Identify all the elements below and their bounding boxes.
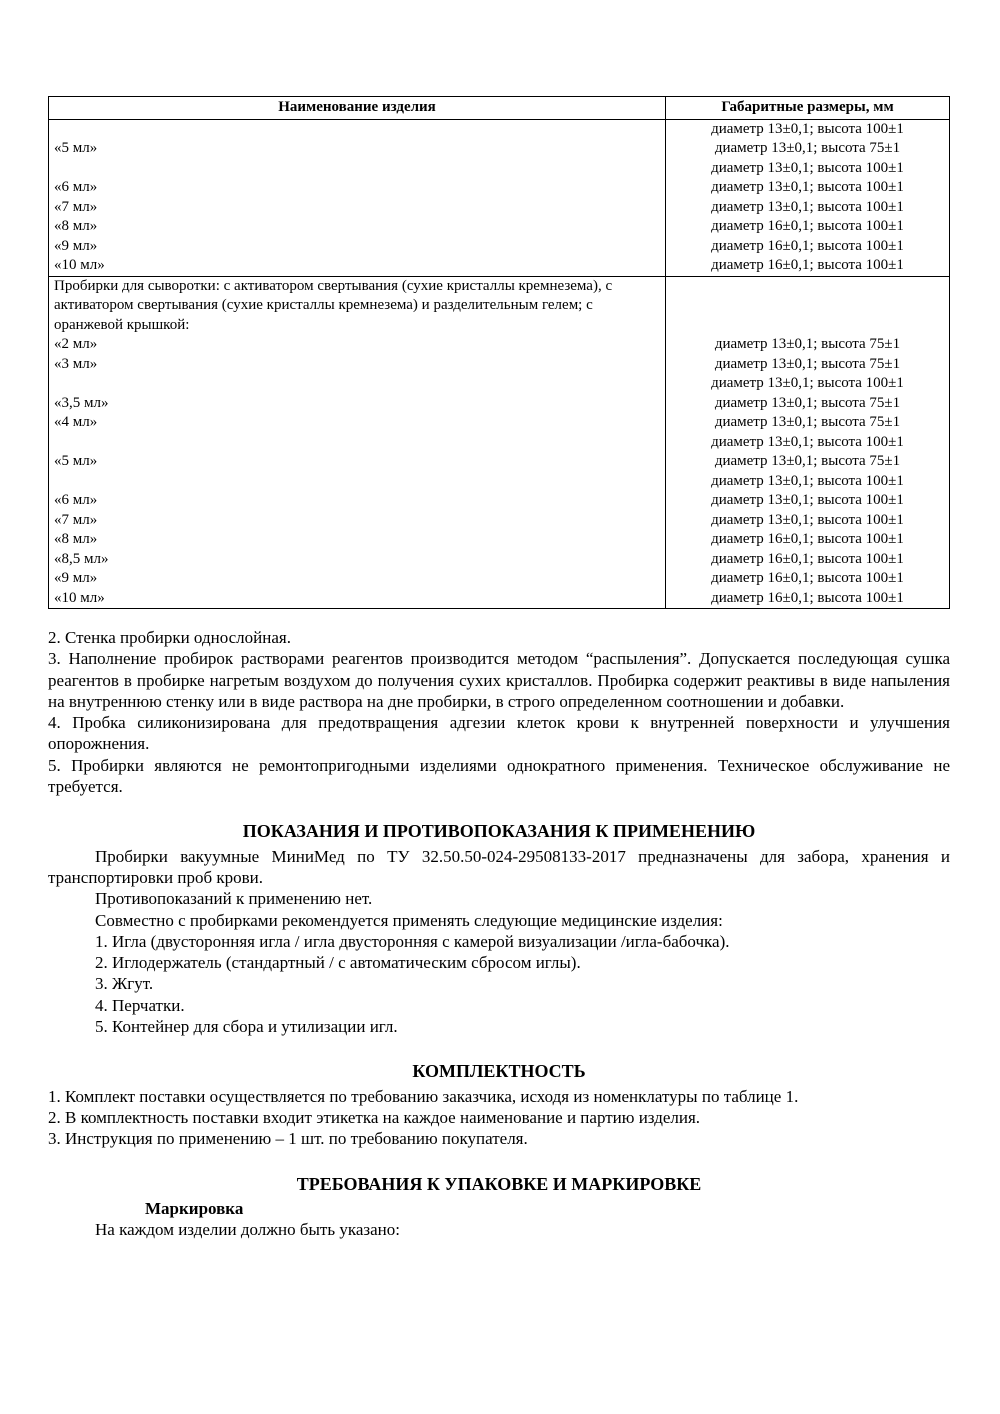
table-section-1 [49, 120, 949, 276]
dimensions-cell: диаметр 13±0,1; высота 100±1 [665, 159, 949, 179]
dimensions-cell: диаметр 16±0,1; высота 100±1 [665, 569, 949, 589]
table-row [49, 237, 949, 257]
table-row [49, 139, 949, 159]
product-name-cell: «8 мл» [54, 218, 98, 234]
dimensions-cell: диаметр 13±0,1; высота 75±1 [665, 452, 949, 472]
dimensions-cell: диаметр 13±0,1; высота 100±1 [665, 491, 949, 511]
paragraph-reagent-filling: 3. Наполнение пробирок растворами реагентов производится методом “распыления”. Допускается последующая сушка реагентов в пробирке нагретым воздухом до получения сухих кристаллов. Пробирка содержит реактивы в виде напыления на внутреннюю стенку или в виде раствора на дне пробирки, в строго определенном соотношении и добавки. [48, 649, 950, 711]
product-name-cell [49, 159, 665, 179]
table-row [49, 530, 949, 550]
table-row [49, 178, 949, 198]
product-name-cell: «5 мл» [54, 140, 98, 156]
indications-contra: Противопоказаний к применению нет. [95, 889, 373, 909]
product-name-cell: «3,5 мл» [54, 394, 109, 411]
table-row [49, 452, 949, 472]
product-name-cell: «6 мл» [54, 492, 98, 508]
table-row [49, 589, 949, 609]
product-name-cell: «3 мл» [54, 355, 98, 372]
product-name-cell: «4 мл» [54, 414, 98, 430]
section-2-intro-text: Пробирки для сыворотки: с активатором свертывания (сухие кристаллы кремнезема), с активатором свертывания (сухие кристаллы кремнезема) и разделительным гелем; с оранжевой крышкой: [54, 277, 613, 333]
list-item-tourniquet: 3. Жгут. [95, 974, 154, 994]
product-name-cell: «9 мл» [54, 570, 98, 586]
indications-purpose: Пробирки вакуумные МиниМед по ТУ 32.50.50-024-29508133-2017 предназначены для забора, хранения и транспортировки проб крови. [48, 846, 950, 887]
dimensions-cell: диаметр 16±0,1; высота 100±1 [665, 237, 949, 257]
product-name-cell [49, 433, 665, 453]
product-name-cell: «10 мл» [54, 589, 105, 606]
completeness-heading: КОМПЛЕКТНОСТЬ [412, 1061, 586, 1082]
dimensions-cell: диаметр 13±0,1; высота 75±1 [665, 139, 949, 159]
indications-heading: ПОКАЗАНИЯ И ПРОТИВОПОКАЗАНИЯ К ПРИМЕНЕНИЮ [242, 821, 756, 842]
dimensions-cell: диаметр 13±0,1; высота 100±1 [665, 433, 949, 453]
product-dimensions-table [48, 96, 950, 609]
product-name-cell: «7 мл» [54, 511, 98, 528]
product-name-cell: «6 мл» [54, 179, 98, 195]
dimensions-cell [665, 277, 949, 336]
dimensions-cell: диаметр 13±0,1; высота 100±1 [665, 178, 949, 198]
table-row [49, 355, 949, 375]
paragraph-siliconized-stopper: 4. Пробка силиконизирована для предотвращения адгезии клеток крови к внутренней поверхности и улучшения опорожнения. [48, 713, 950, 754]
table-header-dimensions: Габаритные размеры, мм [665, 97, 949, 119]
dimensions-cell: диаметр 16±0,1; высота 100±1 [665, 217, 949, 237]
table-header-row [49, 97, 949, 120]
dimensions-cell: диаметр 13±0,1; высота 75±1 [665, 335, 949, 355]
dimensions-cell: диаметр 13±0,1; высота 75±1 [665, 413, 949, 433]
product-name-cell: «8 мл» [54, 531, 98, 547]
completeness-item-3: 3. Инструкция по применению – 1 шт. по требованию покупателя. [48, 1129, 528, 1149]
product-name-cell: «10 мл» [54, 257, 105, 273]
dimensions-cell: диаметр 16±0,1; высота 100±1 [665, 589, 949, 609]
table-row [49, 120, 949, 140]
dimensions-cell: диаметр 13±0,1; высота 100±1 [665, 374, 949, 394]
list-item-needle: 1. Игла (двусторонняя игла / игла двусторонняя с камерой визуализации /игла-бабочка). [95, 931, 730, 951]
dimensions-cell: диаметр 13±0,1; высота 100±1 [665, 198, 949, 218]
dimensions-cell: диаметр 13±0,1; высота 75±1 [665, 355, 949, 375]
product-name-cell [49, 374, 665, 394]
table-row [49, 198, 949, 218]
list-item-gloves: 4. Перчатки. [95, 995, 185, 1015]
table-row [49, 491, 949, 511]
table-row [49, 433, 949, 453]
table-row [49, 569, 949, 589]
paragraph-tube-wall: 2. Стенка пробирки однослойная. [48, 628, 291, 647]
product-name-cell: «2 мл» [54, 336, 98, 352]
dimensions-cell: диаметр 13±0,1; высота 100±1 [665, 120, 949, 140]
table-row [49, 472, 949, 492]
table-row [49, 217, 949, 237]
dimensions-cell: диаметр 13±0,1; высота 100±1 [665, 511, 949, 531]
table-section-2 [49, 276, 949, 609]
table-row [49, 374, 949, 394]
product-name-cell [49, 120, 665, 140]
list-item-holder: 2. Иглодержатель (стандартный / с автоматическим сбросом иглы). [95, 953, 581, 973]
table-row [49, 256, 949, 276]
document-body [48, 627, 950, 1240]
table-header-product-name: Наименование изделия [278, 99, 436, 115]
product-name-cell [49, 472, 665, 492]
table-row [49, 394, 949, 414]
marking-subheading: Маркировка [145, 1198, 244, 1218]
product-name-cell: «9 мл» [54, 237, 98, 254]
product-name-cell: «7 мл» [54, 198, 98, 215]
product-name-cell: «5 мл» [54, 453, 98, 469]
table-row [49, 511, 949, 531]
dimensions-cell: диаметр 16±0,1; высота 100±1 [665, 550, 949, 570]
completeness-item-1: 1. Комплект поставки осуществляется по требованию заказчика, исходя из номенклатуры по таблице 1. [48, 1086, 799, 1106]
table-row [49, 159, 949, 179]
list-item-container: 5. Контейнер для сбора и утилизации игл. [95, 1017, 398, 1037]
packaging-heading: ТРЕБОВАНИЯ К УПАКОВКЕ И МАРКИРОВКЕ [296, 1173, 702, 1194]
dimensions-cell: диаметр 16±0,1; высота 100±1 [665, 530, 949, 550]
paragraph-single-use: 5. Пробирки являются не ремонтопригодными изделиями однократного применения. Техническое обслуживание не требуется. [48, 755, 950, 797]
indications-compatible-intro: Совместно с пробирками рекомендуется применять следующие медицинские изделия: [95, 910, 723, 930]
table-row [49, 413, 949, 433]
dimensions-cell: диаметр 13±0,1; высота 100±1 [665, 472, 949, 492]
dimensions-cell: диаметр 16±0,1; высота 100±1 [665, 256, 949, 276]
table-row [49, 335, 949, 355]
marking-intro: На каждом изделии должно быть указано: [95, 1220, 400, 1240]
product-name-cell: «8,5 мл» [54, 550, 109, 567]
table-section-2-intro-row [49, 277, 949, 336]
dimensions-cell: диаметр 13±0,1; высота 75±1 [665, 394, 949, 414]
completeness-item-2: 2. В комплектность поставки входит этикетка на каждое наименование и партию изделия. [48, 1107, 701, 1127]
table-row [49, 550, 949, 570]
